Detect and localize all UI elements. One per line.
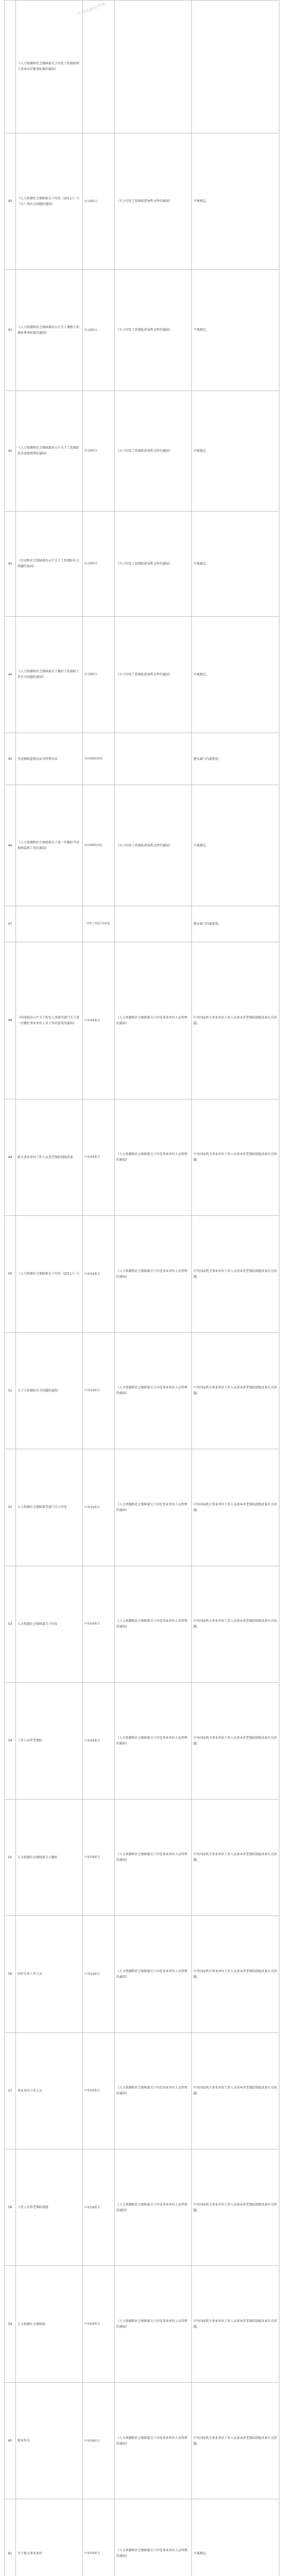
row-number: 51 bbox=[5, 1332, 16, 1449]
row-number: 55 bbox=[5, 1799, 16, 1916]
basis-document: 《人力资源和社会保障部关于印发事业单位人员管理的通知》 bbox=[115, 1449, 192, 1566]
row-number: 50 bbox=[5, 1216, 16, 1332]
basis-document bbox=[115, 1, 192, 133]
basis-document: 《人力资源和社会保障部关于印发事业单位人员管理的通知》 bbox=[115, 2499, 192, 2576]
document-name: 事业单位工作人员 bbox=[16, 2032, 83, 2149]
table-row bbox=[5, 2266, 279, 2382]
row-number: 42 bbox=[5, 391, 16, 512]
row-number: 45 bbox=[5, 733, 16, 785]
department: 中央国家机关 bbox=[83, 1799, 115, 1916]
department: 中央国家机关 bbox=[83, 2266, 115, 2382]
row-number: 41 bbox=[5, 270, 16, 391]
document-name: 《人力资源和社会保障部关于印发工伤保险职工基本医疗服务标准的通知》 bbox=[16, 1, 83, 133]
basis-document: 《人力资源和社会保障部关于印发事业单位人员管理的通知》 bbox=[115, 1332, 192, 1449]
basis-document: 《人力资源和社会保障部关于印发事业单位人员管理的通知》 bbox=[115, 942, 192, 1099]
table-row bbox=[5, 512, 279, 616]
department: 一次性工伤医疗补助金 bbox=[83, 906, 115, 942]
reason: 中央国家机关事业单位工作人员基本养老保险制度改革有关问题。 bbox=[192, 2149, 279, 2266]
document-name: 《人力资源和社会保障部办公厅关于调整工伤保险费率政策的通知》 bbox=[16, 270, 83, 391]
reason: 中央国家机关事业单位工作人员基本养老保险制度改革有关问题。 bbox=[192, 942, 279, 1099]
document-name bbox=[16, 906, 83, 942]
table-row bbox=[5, 1, 279, 133]
document-name: 人力资源社会保障部等部门关于印发 bbox=[16, 1449, 83, 1566]
document-name: 《人力资源社会保障部关于印发（2011）》号（七）项有关问题的通知》 bbox=[16, 133, 83, 270]
table-row bbox=[5, 133, 279, 270]
basis-document: 《关于印发工伤保险指导性文件的通知》 bbox=[115, 785, 192, 906]
row-number: 43 bbox=[5, 512, 16, 616]
document-name: 关于机关事业单位 bbox=[16, 2499, 83, 2576]
document-name: 职业年金 bbox=[16, 2382, 83, 2499]
basis-document: 《人力资源和社会保障部关于印发事业单位人员管理的通知》 bbox=[115, 2266, 192, 2382]
row-number: 56 bbox=[5, 1916, 16, 2032]
row-number: 57 bbox=[5, 2032, 16, 2149]
basis-document: 《人力资源和社会保障部关于印发事业单位人员管理的通知》 bbox=[115, 1099, 192, 1215]
row-number: 60 bbox=[5, 2382, 16, 2499]
reason: 不再规定。 bbox=[192, 270, 279, 391]
document-name: 关于工伤保险有关问题的通知 bbox=[16, 1332, 83, 1449]
table-row bbox=[5, 2499, 279, 2576]
reason: 中央国家机关事业单位工作人员基本养老保险制度改革有关问题。 bbox=[192, 1799, 279, 1916]
table-row bbox=[5, 2032, 279, 2149]
reason bbox=[192, 1, 279, 133]
basis-document: 《关于印发工伤保险指导性文件的通知》 bbox=[115, 512, 192, 616]
table-row bbox=[5, 1683, 279, 1799]
row-number: 53 bbox=[5, 1566, 16, 1682]
table-row bbox=[5, 1566, 279, 1682]
table-row bbox=[5, 1916, 279, 2032]
row-number: 59 bbox=[5, 2266, 16, 2382]
document-name: 工作人员养老保险 bbox=[16, 1683, 83, 1799]
basis-document: 《人力资源和社会保障部关于印发事业单位人员管理的通知》 bbox=[115, 1916, 192, 2032]
row-number: 49 bbox=[5, 1099, 16, 1215]
department: 中央国家机关 bbox=[83, 2382, 115, 2499]
department: 社会保险司 bbox=[83, 512, 115, 616]
department: 中央国家机关 bbox=[83, 2149, 115, 2266]
document-name: 人力资源社会保障部关于印发 bbox=[16, 1566, 83, 1682]
reason: 不再规定。 bbox=[192, 2499, 279, 2576]
department: 中央国家机关 bbox=[83, 1683, 115, 1799]
table-row bbox=[5, 2149, 279, 2266]
row-number: 52 bbox=[5, 1449, 16, 1566]
reason: 建议部门内部使用。 bbox=[192, 906, 279, 942]
reason: 中央国家机关事业单位工作人员基本养老保险制度改革有关问题。 bbox=[192, 2266, 279, 2382]
reason: 中央国家机关事业单位工作人员基本养老保险制度改革有关问题。 bbox=[192, 1566, 279, 1682]
department: 中央国家机关 bbox=[83, 1216, 115, 1332]
document-name: 人力资源社会保障部 bbox=[16, 2266, 83, 2382]
department bbox=[83, 1, 115, 133]
row-number: 40 bbox=[5, 133, 16, 270]
table-row bbox=[5, 1099, 279, 1215]
reason: 不再规定。 bbox=[192, 616, 279, 733]
reason: 中央国家机关事业单位工作人员基本养老保险制度改革有关问题。 bbox=[192, 1216, 279, 1332]
table-row bbox=[5, 1799, 279, 1916]
row-number: 44 bbox=[5, 616, 16, 733]
department: 中央国家机关 bbox=[83, 942, 115, 1099]
department: 中央国家机关 bbox=[83, 1099, 115, 1215]
basis-document: 《关于印发工伤保险指导性文件的通知》 bbox=[115, 270, 192, 391]
table-row bbox=[5, 616, 279, 733]
basis-document bbox=[115, 733, 192, 785]
basis-document: 《人力资源和社会保障部关于印发事业单位人员管理的通知》 bbox=[115, 2382, 192, 2499]
basis-document: 《人力资源和社会保障部关于印发事业单位人员管理的通知》 bbox=[115, 2032, 192, 2149]
department: 劳动保障监察局 bbox=[83, 785, 115, 906]
document-name: 机关事业单位工作人员养老保险制度改革 bbox=[16, 1099, 83, 1215]
document-name: 《人力资源和社会保障部关于进一步做好劳动保障监察工作的通知》 bbox=[16, 785, 83, 906]
row-number: 47 bbox=[5, 906, 16, 942]
document-name: 劳动保障监察员证书管理办法 bbox=[16, 733, 83, 785]
department: 社会保险司 bbox=[83, 616, 115, 733]
basis-document: 《人力资源和社会保障部关于印发事业单位人员管理的通知》 bbox=[115, 1799, 192, 1916]
document-name: 《人力资源和社会保障部关于做好工伤保险工作有关问题的通知》 bbox=[16, 616, 83, 733]
reason: 中央国家机关事业单位工作人员基本养老保险制度改革有关问题。 bbox=[192, 2382, 279, 2499]
table-row bbox=[5, 1216, 279, 1332]
document-name: 国有企业工作人员 bbox=[16, 1916, 83, 2032]
reason: 不再规定。 bbox=[192, 785, 279, 906]
document-table bbox=[4, 0, 279, 2576]
department: 劳动保障监察局 bbox=[83, 733, 115, 785]
basis-document: 《人力资源和社会保障部关于印发事业单位人员管理的通知》 bbox=[115, 1216, 192, 1332]
basis-document: 《人力资源和社会保障部关于印发事业单位人员管理的通知》 bbox=[115, 1566, 192, 1682]
table-row bbox=[5, 942, 279, 1099]
document-name: 《人力资源社会保障部关于印发（2011）》号 bbox=[16, 1216, 83, 1332]
basis-document: 《关于印发工伤保险指导性文件的通知》 bbox=[115, 133, 192, 270]
reason: 不再规定。 bbox=[192, 133, 279, 270]
department: 中央国家机关 bbox=[83, 1449, 115, 1566]
reason: 中央国家机关事业单位工作人员基本养老保险制度改革有关问题。 bbox=[192, 1332, 279, 1449]
document-name: 《劳动和社会保障部办公厅关于工伤保险有关问题的复函》 bbox=[16, 512, 83, 616]
table-row bbox=[5, 1449, 279, 1566]
department: 中央国家机关 bbox=[83, 1332, 115, 1449]
department: 中央国家机关 bbox=[83, 2499, 115, 2576]
row-number: 48 bbox=[5, 942, 16, 1099]
department: 中央国家机关 bbox=[83, 1566, 115, 1682]
department: 社会保险司 bbox=[83, 270, 115, 391]
row-number: 61 bbox=[5, 2499, 16, 2576]
basis-document bbox=[115, 906, 192, 942]
table-row bbox=[5, 906, 279, 942]
basis-document: 《人力资源和社会保障部关于印发事业单位人员管理的通知》 bbox=[115, 2149, 192, 2266]
document-name: 人力资源社会保障部关于做好 bbox=[16, 1799, 83, 1916]
reason: 中央国家机关事业单位工作人员基本养老保险制度改革有关问题。 bbox=[192, 2032, 279, 2149]
department: 社会保险司 bbox=[83, 133, 115, 270]
document-name: 《国务院办公厅关于转发人事部等部门关于进一步做好事业单位人员工作的意见的通知》 bbox=[16, 942, 83, 1099]
document-table-body bbox=[5, 1, 279, 2576]
row-number bbox=[5, 1, 16, 133]
table-row bbox=[5, 785, 279, 906]
basis-document: 《人力资源和社会保障部关于印发事业单位人员管理的通知》 bbox=[115, 1683, 192, 1799]
table-row bbox=[5, 1332, 279, 1449]
row-number: 58 bbox=[5, 2149, 16, 2266]
table-row bbox=[5, 733, 279, 785]
reason: 中央国家机关事业单位工作人员基本养老保险制度改革有关问题。 bbox=[192, 1916, 279, 2032]
department: 社会保险司 bbox=[83, 391, 115, 512]
table-row bbox=[5, 391, 279, 512]
row-number: 54 bbox=[5, 1683, 16, 1799]
department: 中央国家机关 bbox=[83, 1916, 115, 2032]
table-row bbox=[5, 2382, 279, 2499]
reason: 建议部门内部使用。 bbox=[192, 733, 279, 785]
reason: 不再规定。 bbox=[192, 512, 279, 616]
table-row bbox=[5, 270, 279, 391]
basis-document: 《关于印发工伤保险指导性文件的通知》 bbox=[115, 616, 192, 733]
document-name: 《人力资源和社会保障部办公厅关于工伤保险基金省级统筹的通知》 bbox=[16, 391, 83, 512]
basis-document: 《关于印发工伤保险指导性文件的通知》 bbox=[115, 391, 192, 512]
document-name: 工作人员养老保险制度 bbox=[16, 2149, 83, 2266]
reason: 不再规定。 bbox=[192, 391, 279, 512]
row-number: 46 bbox=[5, 785, 16, 906]
watermark: 中国高新技术网 bbox=[77, 2, 106, 16]
department: 中央国家机关 bbox=[83, 2032, 115, 2149]
reason: 中央国家机关事业单位工作人员基本养老保险制度改革有关问题。 bbox=[192, 1099, 279, 1215]
reason: 中央国家机关事业单位工作人员基本养老保险制度改革有关问题。 bbox=[192, 1449, 279, 1566]
reason: 中央国家机关事业单位工作人员基本养老保险制度改革有关问题。 bbox=[192, 1683, 279, 1799]
